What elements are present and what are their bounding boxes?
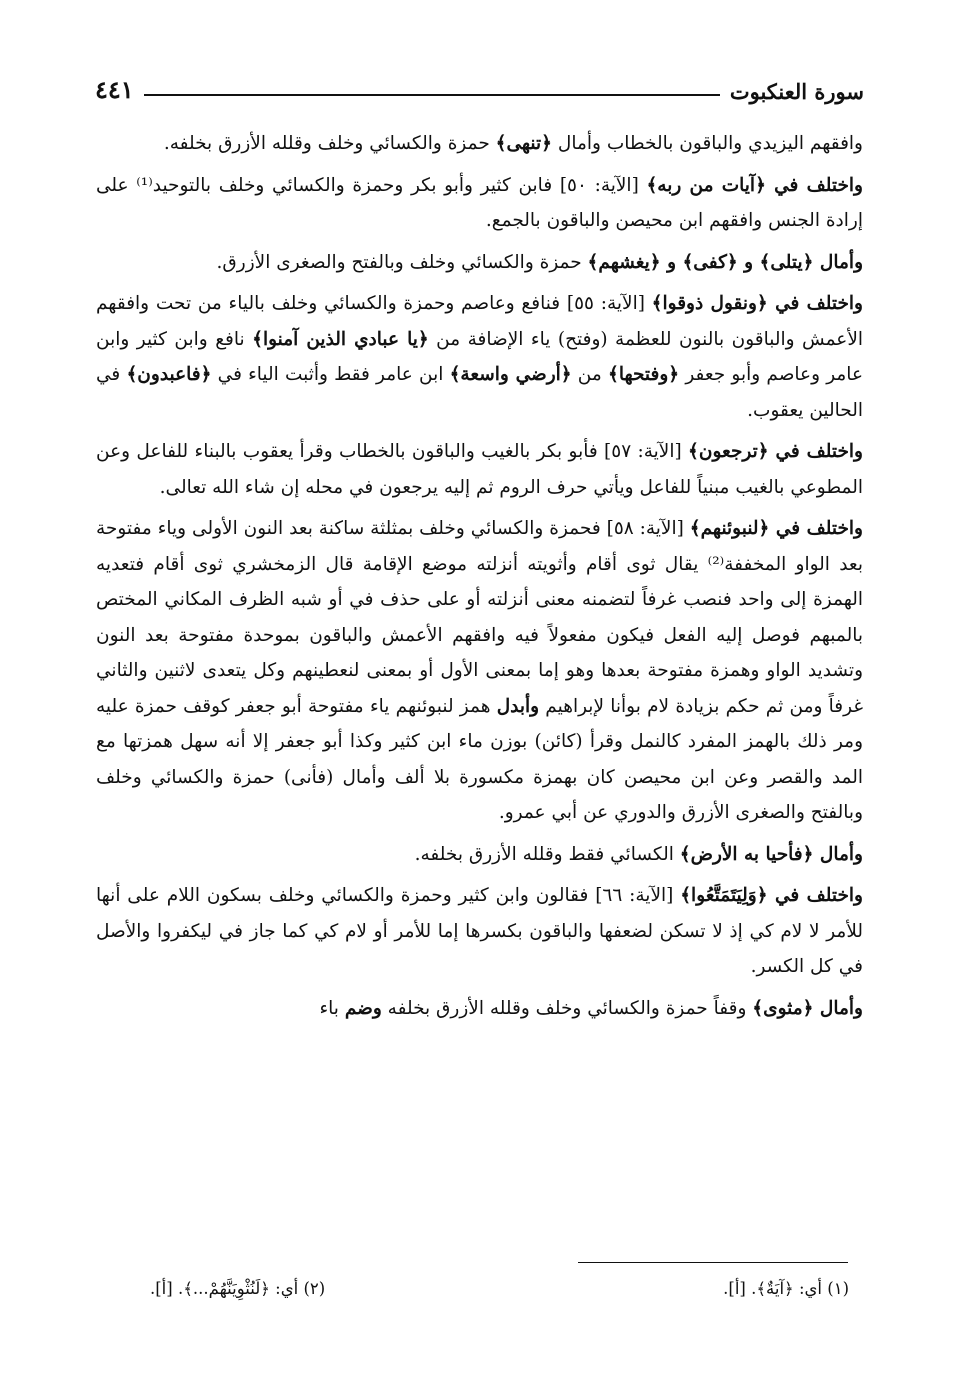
page-number: ٤٤١ <box>95 75 134 104</box>
text-run: [الآية: ٥٠] فابن كثير وأبو بكر وحمزة والكسائي وخلف بالتوحيد <box>152 174 647 196</box>
bold-text: ﴿تنهى﴾ <box>495 133 552 154</box>
bold-text: واختلف في ﴿آيات من ربه﴾ <box>646 174 863 196</box>
text-run: وقفاً حمزة والكسائي وخلف وقلله الأزرق بخلفه <box>381 997 753 1019</box>
bold-text: وأمال ﴿فأحيا به الأرض﴾ <box>679 843 863 865</box>
bold-text: وأمال ﴿يتلى﴾ و ﴿كفى﴾ و ﴿يغشهم﴾ <box>587 251 863 273</box>
footnote-separator <box>578 1262 848 1263</box>
bold-text: واختلف في ﴿ونقول ذوقوا﴾ <box>651 293 863 314</box>
text-run: باء <box>319 997 345 1019</box>
bold-text: وضم <box>344 997 382 1019</box>
bold-text: ﴿وفتحها﴾ <box>607 364 680 385</box>
bold-text: وأبدل <box>496 695 540 717</box>
paragraph <box>96 126 863 162</box>
text-run: ⁽²⁾ <box>707 553 725 575</box>
footnotes <box>150 1274 849 1304</box>
text-run: نافع وابن كثير وابن عامر وعاصم وأبو جعفر <box>96 328 863 385</box>
text-run: ⁽¹⁾ <box>136 174 153 196</box>
text-run: همز لنبوئنهم ياء مفتوحة أبو جعفر كوقف حمزة عليه ومر ذلك بالهمز المفرد كالنمل وقرأ (كائن) بوزن ماء ابن كثير وكذا أبو جعفر إلا أنه سهل همزتها مع المد والقصر وعن ابن محيصن كان بهمزة مكسورة بلا ألف وأمال (فأنى) حمزة والكسائي وخلف وبالفتح والصغرى الأزرق والدوري عن أبي عمرو. <box>96 695 863 823</box>
bold-text: واختلف في ﴿لنبوئنهم﴾ <box>689 518 863 539</box>
bold-text: ﴿أرضي واسعة﴾ <box>449 364 572 385</box>
page-header <box>95 62 864 102</box>
paragraph <box>96 837 863 873</box>
paragraph <box>96 511 863 831</box>
bold-text: واختلف في ﴿وَلِيَتَمَتَّعُوا﴾ <box>680 885 863 906</box>
paragraph <box>96 991 863 1027</box>
text-run: على إرادة الجنس وافقهم ابن محيصن والباقون بالجمع. <box>96 174 863 231</box>
footnote-1: (١) أي: ﴿آيَةٌ﴾. [أ]. <box>723 1279 849 1298</box>
text-run: [الآية: ٥٨] فحمزة والكسائي وخلف بمثلثة ساكنة بعد النون الأولى وياء مفتوحة بعد الواو المخففة <box>96 518 863 575</box>
surah-title: سورة العنكبوت <box>729 79 864 104</box>
bold-text: ﴿يا عبادي الذين آمنوا﴾ <box>252 328 429 350</box>
text-run: ابن عامر فقط وأثبت الياء في <box>211 364 450 385</box>
text-run: حمزة والكسائي وخلف وبالفتح والصغرى الأزرق. <box>216 251 588 273</box>
text-run: [الآية: ٦٦] فقالون وابن كثير وحمزة والكسائي وخلف بسكون اللام على أنها للأمر لا لام كي إذ لا تسكن لضعفها والباقون بكسرها إما للأمر أو لام كي كما جاز في ليكفروا والأصل في كل الكسر. <box>96 885 863 977</box>
page-body <box>96 126 863 1032</box>
footnote-2: (٢) أي: ﴿لَنُثْوِيَنَّهُمْ...﴾. [أ]. <box>150 1279 326 1298</box>
text-run: من <box>571 364 608 385</box>
text-run: حمزة والكسائي وخلف وقلله الأزرق بخلفه. <box>163 133 496 154</box>
bold-text: وأمال ﴿مثوى﴾ <box>752 997 863 1019</box>
text-run: [الآية: ٥٧] فأبو بكر بالغيب والباقون بالخطاب وقرأ يعقوب بالبناء للفاعل وعن المطوعي بالغيب مبنياً للفاعل ويأتي حرف الروم ثم إليه يرجعون في محله إن شاء الله تعالى. <box>96 441 863 498</box>
bold-text: ﴿فاعبدون﴾ <box>126 364 212 385</box>
paragraph <box>96 245 863 281</box>
text-run: في الحالين يعقوب. <box>96 364 863 421</box>
paragraph <box>96 286 863 428</box>
text-run: يقال ثوى أقام وأثويته أنزلته موضع الإقامة قال الزمخشري ثوى أقام فتعديه الهمزة إلى واحد فنصب غرفاً لتضمنه معنى أنزلته أو على حذف في أو شبه الظرف المكاني المختص بالمبهم فوصل إليه الفعل فيكون مفعولاً فيه وافقهم الأعمش والباقون بموحدة مفتوحة بعد النون وتشديد الواو وهمزة مفتوحة بعدها وهو إما بمعنى الأول أو بمعنى لنعطينهم وكل يتعدى لاثنين والثاني غرفاً ومن ثم حكم بزيادة لام بوأنا لإبراهيم <box>96 553 864 717</box>
text-run: وافقهم اليزيدي والباقون بالخطاب وأمال <box>552 133 863 154</box>
header-rule <box>144 94 720 96</box>
paragraph <box>96 434 863 505</box>
text-run: [الآية: ٥٥] فنافع وعاصم وحمزة والكسائي وخلف بالياء من تحت وافقهم الأعمش والباقون بالنون للعظمة (وفتح) ياء الإضافة من <box>96 293 864 350</box>
bold-text: واختلف في ﴿ترجعون﴾ <box>688 441 863 462</box>
paragraph <box>96 878 863 985</box>
paragraph <box>96 168 863 239</box>
text-run: الكسائي فقط وقلله الأزرق بخلفه. <box>414 843 680 865</box>
